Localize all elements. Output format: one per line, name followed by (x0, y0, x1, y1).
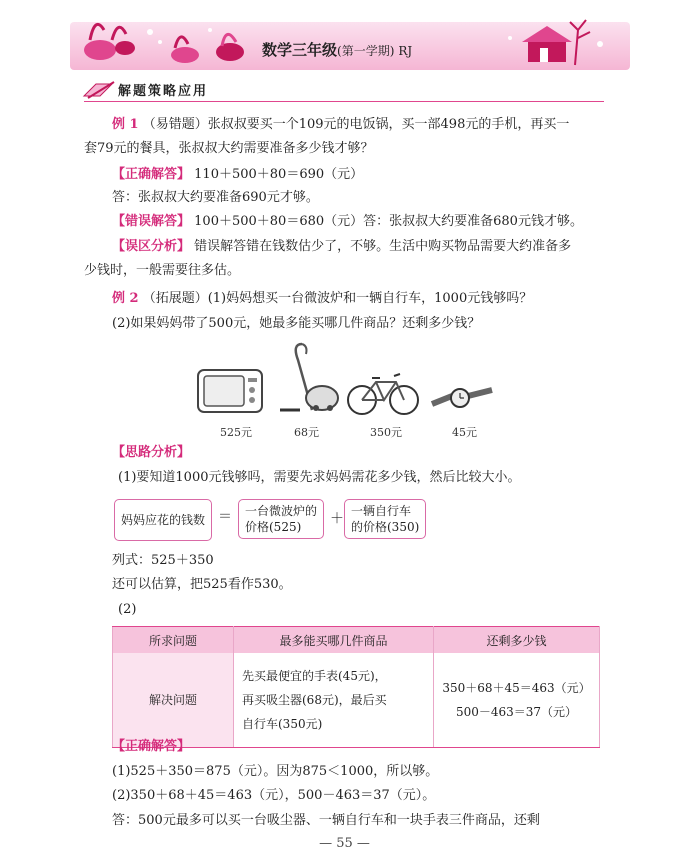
example1-label: 例 1 (112, 117, 139, 132)
items-line1: 先买最便宜的手表(45元)， (242, 669, 387, 683)
answer1: (1)525＋350＝875（元）。因为875＜1000，所以够。 (112, 764, 439, 779)
header-title (262, 39, 412, 60)
book-subtitle: (第一学期) (337, 44, 395, 58)
analysis-text1: 错误解答错在钱数估少了，不够。生活中购买物品需要大约准备多 (194, 239, 572, 254)
example1-line1 (112, 116, 569, 134)
formula: 列式：525＋350 (112, 553, 214, 568)
flow-box-microwave (238, 499, 324, 539)
correct-answer: 答：张叔叔大约要准备690元才够。 (112, 190, 319, 205)
table-header-items: 最多能买哪几件商品 (234, 627, 434, 654)
book-title: 数学三年级 (262, 41, 338, 59)
flow-box-microwave-line1: 一台微波炉的 (245, 504, 318, 518)
table-header-remaining: 还剩多少钱 (434, 627, 600, 654)
bicycle-price: 350元 (370, 426, 402, 439)
flow-box-bicycle-line2: 的价格(350) (351, 520, 420, 534)
analysis-label: 【误区分析】 (112, 239, 191, 254)
table-row (113, 653, 600, 748)
analysis-text2: 少钱时，一般需要往多估。 (84, 263, 241, 278)
book-pencil-icon (82, 80, 116, 100)
wrong-label: 【错误解答】 (112, 214, 191, 229)
flow-box-bicycle (344, 499, 426, 539)
example2-label: 例 2 (112, 291, 139, 306)
answer2: (2)350＋68＋45＝463（元），500－463＝37（元）。 (112, 788, 436, 803)
watch-price: 45元 (452, 426, 477, 439)
flow-box-total (114, 499, 212, 541)
flow-box-total-text: 妈妈应花的钱数 (121, 513, 206, 527)
table-cell-items (234, 653, 434, 748)
example1-correct (112, 166, 363, 184)
estimate: 还可以估算，把525看作530。 (112, 577, 292, 592)
flow-box-bicycle-line1: 一辆自行车 (351, 504, 412, 518)
vacuum-price: 68元 (294, 426, 319, 439)
think-label-text: 【思路分析】 (112, 445, 191, 460)
think-label (112, 444, 190, 462)
remaining-line2: 500－463＝37（元） (455, 705, 578, 719)
solution-table (112, 626, 600, 748)
page-number: — 55 — (319, 836, 370, 851)
example1-text1: （易错题）张叔叔要买一个109元的电饭锅，买一部498元的手机，再买一 (142, 117, 570, 132)
header-banner (0, 0, 689, 78)
correct-label: 【正确解答】 (112, 167, 191, 182)
items-line3: 自行车(350元) (242, 717, 323, 731)
wrong-text: 100＋500＋80＝680（元）答：张叔叔大约要准备680元钱才够。 (194, 214, 583, 229)
bicycle-icon (346, 368, 420, 418)
example2-line1 (112, 290, 532, 308)
items-line2: 再买吸尘器(68元)，最后买 (242, 693, 387, 707)
example1-analysis (112, 238, 571, 256)
book-edition: RJ (398, 44, 413, 58)
vacuum-cleaner-icon (272, 340, 340, 416)
correct-equation: 110＋500＋80＝690（元） (194, 167, 364, 182)
table-header-question: 所求问题 (113, 627, 234, 654)
example2-text2: (2)如果妈妈带了500元，她最多能买哪几件商品？还剩多少钱？ (112, 316, 481, 331)
flow-equals: ＝ (218, 509, 232, 525)
section-title: 解题策略应用 (118, 84, 209, 99)
flow-plus: ＋ (330, 511, 344, 527)
answer3: 答：500元最多可以买一台吸尘器、一辆自行车和一块手表三件商品，还剩 (112, 813, 540, 828)
table-header-row (113, 627, 600, 654)
flow-box-microwave-line2: 价格(525) (245, 520, 302, 534)
think-line1: (1)要知道1000元钱够吗，需要先求妈妈需花多少钱，然后比较大小。 (118, 470, 521, 485)
table-row-label: 解决问题 (113, 653, 234, 748)
example2-correct-label-text: 【正确解答】 (112, 739, 191, 754)
table-cell-remaining (434, 653, 600, 748)
section-divider (84, 101, 604, 102)
example2-correct-label (112, 738, 190, 756)
example1-text2: 套79元的餐具，张叔叔大约需要准备多少钱才够？ (84, 141, 374, 156)
microwave-icon (196, 366, 264, 416)
remaining-line1: 350＋68＋45＝463（元） (442, 681, 591, 695)
example1-wrong (112, 213, 583, 231)
wristwatch-icon (430, 386, 494, 414)
microwave-price: 525元 (220, 426, 252, 439)
part2-label: (2) (118, 602, 137, 617)
example2-text1: （拓展题）(1)妈妈想买一台微波炉和一辆自行车，1000元钱够吗？ (142, 291, 533, 306)
